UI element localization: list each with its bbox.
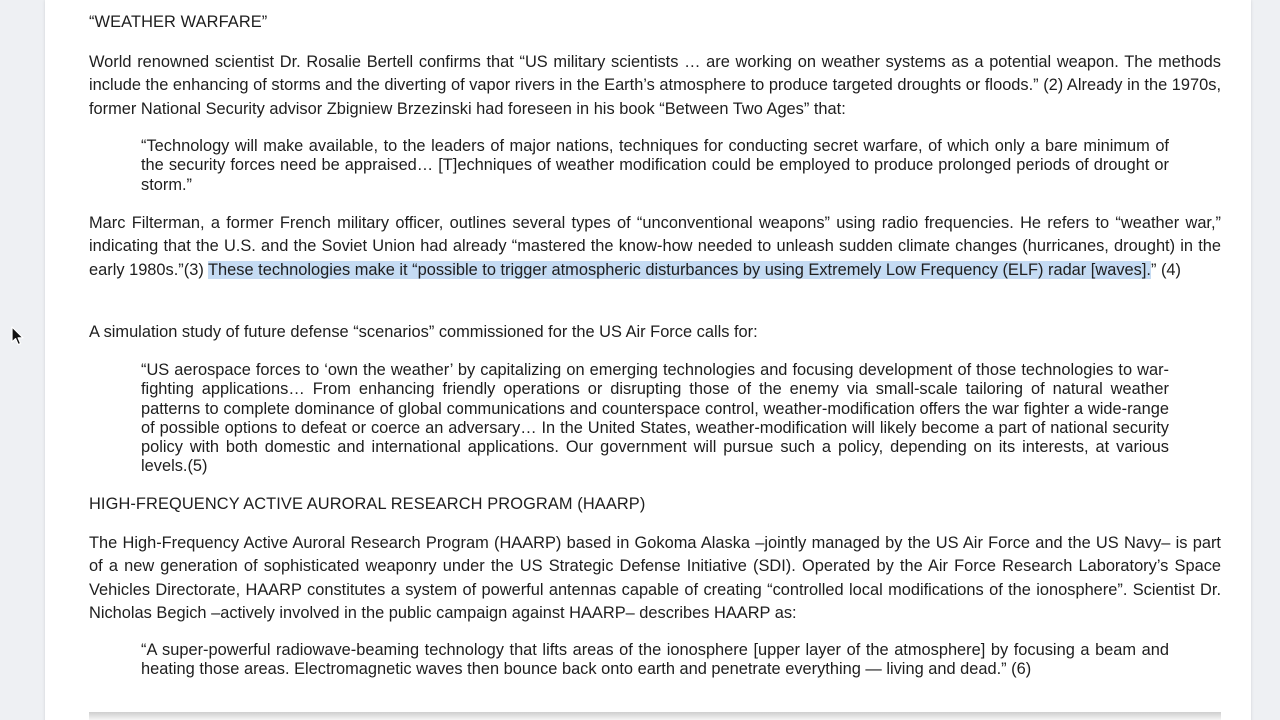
paragraph-bertell: World renowned scientist Dr. Rosalie Bertell confirms that “US military scientists … are working on weather systems as a potential weapon. The methods include the enhancing of storms and the diverting of vapor rivers in the Earth’s atmosphere to produce targeted droughts or floods.” (2) Already in the 1970s, former National Security advisor Zbigniew Brzezinski had foreseen in his book “Between Two Ages” that:	[89, 53, 1221, 118]
mouse-pointer-icon	[11, 326, 25, 346]
next-line-fade	[89, 712, 1221, 720]
paragraph-filterman-citation: ” (4)	[1150, 260, 1181, 279]
section-heading-weather-warfare: “WEATHER WARFARE”	[89, 13, 268, 31]
blockquote-air-force: “US aerospace forces to ‘own the weather’ by capitalizing on emerging technologies and focusing development of those technologies to war-fighting applications… From enhancing friendly operations or disrupting those of the enemy via small-scale tailoring of natural weather patterns to complete dominance of global communications and counterspace control, weather-modification offers the war fighter a wide-range of possible options to defeat or coerce an adversary… In the United States, weather-modification will likely become a part of national security policy with both domestic and international applications. Our government will pursue such a policy, depending on its interests, at various levels.(5)	[141, 361, 1169, 476]
paragraph-filterman	[89, 212, 1221, 282]
paragraph-simulation-study: A simulation study of future defense “scenarios” commissioned for the US Air Force calls for:	[89, 323, 758, 341]
selected-text-highlight[interactable]: These technologies make it “possible to trigger atmospheric disturbances by using Extremely Low Frequency (ELF) radar [waves].	[208, 260, 1151, 279]
paragraph-haarp: The High-Frequency Active Auroral Research Program (HAARP) based in Gokoma Alaska –jointly managed by the US Air Force and the US Navy– is part of a new generation of sophisticated weaponry under the US Strategic Defense Initiative (SDI). Operated by the Air Force Research Laboratory’s Space Vehicles Directorate, HAARP constitutes a system of powerful antennas capable of creating “controlled local modifications of the ionosphere”. Scientist Dr. Nicholas Begich –actively involved in the public campaign against HAARP– describes HAARP as:	[89, 534, 1221, 622]
blockquote-begich: “A super-powerful radiowave-beaming technology that lifts areas of the ionosphere [upper layer of the atmosphere] by focusing a beam and heating those areas. Electromagnetic waves then bounce back onto earth and penetrate everything — living and dead.” (6)	[141, 641, 1169, 679]
document-page	[45, 0, 1251, 720]
section-heading-haarp: HIGH-FREQUENCY ACTIVE AURORAL RESEARCH PROGRAM (HAARP)	[89, 495, 646, 513]
blockquote-brzezinski: “Technology will make available, to the leaders of major nations, techniques for conducting secret warfare, of which only a bare minimum of the security forces need be appraised… [T]echniques of weather modification could be employed to produce prolonged periods of drought or storm.”	[141, 137, 1169, 194]
paragraph-filterman-text: Marc Filterman, a former French military officer, outlines several types of “unconventional weapons” using radio frequencies. He refers to “weather war,” indicating that the U.S. and the Soviet Union had already “mastered the know-how needed to unleash sudden climate changes (hurricanes, drought) in the early 1980s.”(3)	[89, 214, 1221, 279]
